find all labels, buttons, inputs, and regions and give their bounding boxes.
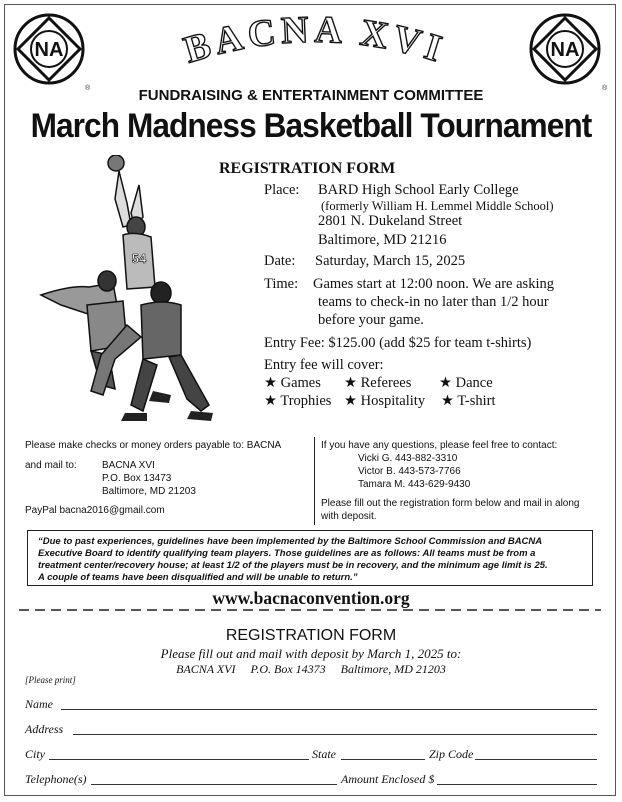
basketball-players-illustration <box>31 155 221 430</box>
committee-heading: FUNDRAISING & ENTERTAINMENT COMMITTEE <box>138 87 484 104</box>
contact-vicki: Vicki G. 443-882-3310 <box>358 453 458 464</box>
paypal-address: PayPal bacna2016@gmail.com <box>25 505 165 516</box>
jersey-number: 54 <box>131 251 147 266</box>
arch-text: BACNA XVI <box>179 11 452 72</box>
place-note: (formerly William H. Lemmel Middle School) <box>321 199 554 213</box>
address-field[interactable] <box>73 734 597 735</box>
state-field[interactable] <box>341 759 425 760</box>
time-label: Time: <box>264 276 299 292</box>
date-label: Date: <box>264 253 296 269</box>
logo-letters-left: NA <box>34 39 64 61</box>
notice-line-1: “Due to past experiences, guidelines have been implemented by the Baltimore School Commission and BACNA <box>38 536 543 547</box>
payable-to: Please make checks or money orders payable to: BACNA <box>25 440 282 451</box>
cover-item-dance: ★ Dance <box>439 375 493 391</box>
registered-mark-right: ® <box>602 85 608 92</box>
form-subtitle: Please fill out and mail with deposit by March 1, 2025 to: <box>160 646 462 661</box>
cover-item-tshirt: ★ T-shirt <box>441 393 496 409</box>
flyer-page <box>4 4 616 796</box>
notice-line-4: A couple of teams have been disqualified and will be unable to return.” <box>38 572 358 583</box>
cover-item-trophies: ★ Trophies <box>264 393 332 409</box>
contact-tamara: Tamara M. 443-629-9430 <box>358 479 471 490</box>
time-line-2: teams to check-in no later than 1/2 hour <box>318 294 549 310</box>
entry-fee: Entry Fee: $125.00 (add $25 for team t-shirts) <box>264 335 532 351</box>
notice-line-2: Executive Board to identify qualifying team players. Those guidelines are as follows: All teams must be from a <box>38 548 536 559</box>
covers-heading: Entry fee will cover: <box>264 357 384 373</box>
zip-field[interactable] <box>475 759 597 760</box>
event-form-heading: REGISTRATION FORM <box>219 160 396 177</box>
place-name: BARD High School Early College <box>318 182 519 198</box>
address-line-1: 2801 N. Dukeland Street <box>318 213 463 229</box>
time-line-3: before your game. <box>318 312 424 328</box>
place-label: Place: <box>264 182 300 198</box>
contact-victor: Victor B. 443-573-7766 <box>358 466 461 477</box>
instruction-line-2: with deposit. <box>321 511 377 522</box>
registered-mark-left: ® <box>85 85 91 92</box>
mail-line-1: BACNA XVI <box>102 460 155 471</box>
mail-line-3: Baltimore, MD 21203 <box>102 486 196 497</box>
address-line-2: Baltimore, MD 21216 <box>318 232 447 248</box>
logo-letters-right: NA <box>550 39 580 61</box>
zip-label: Zip Code <box>429 747 474 761</box>
amount-enclosed-field[interactable] <box>437 784 597 785</box>
column-divider <box>314 437 315 525</box>
date-value: Saturday, March 15, 2025 <box>315 253 466 269</box>
form-title: REGISTRATION FORM <box>225 627 397 644</box>
name-label: Name <box>25 697 53 711</box>
contacts-intro: If you have any questions, please feel free to contact: <box>321 440 558 451</box>
guidelines-notice <box>27 530 593 586</box>
bacna-xvi-arch-title <box>97 11 533 99</box>
city-label: City <box>25 747 45 761</box>
website-link[interactable]: www.bacnaconvention.org <box>212 588 410 608</box>
cover-item-hospitality: ★ Hospitality <box>344 393 426 409</box>
state-label: State <box>312 747 336 761</box>
mail-line-2: P.O. Box 13473 <box>102 473 172 484</box>
cover-item-games: ★ Games <box>264 375 321 391</box>
cut-line-divider <box>19 605 601 615</box>
cover-item-referees: ★ Referees <box>344 375 412 391</box>
na-logo-right-icon <box>529 13 601 85</box>
mail-to-label: and mail to: <box>25 460 77 471</box>
instruction-line-1: Please fill out the registration form below and mail in along <box>321 498 580 509</box>
page-title: March Madness Basketball Tournament <box>30 107 592 145</box>
city-field[interactable] <box>49 759 309 760</box>
svg-text:BACNA XVI <box>179 11 451 72</box>
na-logo-left-icon <box>13 13 85 85</box>
notice-line-3: treatment center/recovery house; at least 1/2 of the players must be in recovery, and the minimum age limit is 25. <box>38 560 548 571</box>
address-label: Address <box>25 722 64 736</box>
time-line-1: Games start at 12:00 noon. We are asking <box>313 276 554 292</box>
telephone-label: Telephone(s) <box>25 772 87 786</box>
form-mail-address: BACNA XVI P.O. Box 14373 Baltimore, MD 21203 <box>176 662 446 676</box>
name-field[interactable] <box>61 709 597 710</box>
print-note: [Please print] <box>25 675 76 685</box>
telephone-field[interactable] <box>91 784 337 785</box>
amount-enclosed-label: Amount Enclosed $ <box>341 772 435 786</box>
